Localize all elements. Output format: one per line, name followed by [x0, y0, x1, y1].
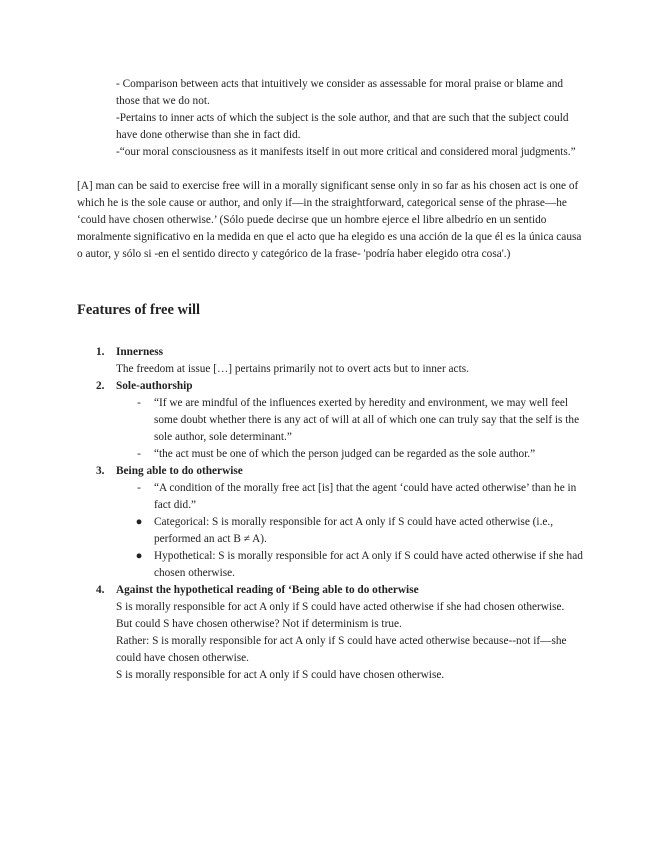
- feature-item: [96, 344, 586, 378]
- feature-item: [96, 463, 586, 582]
- sub-item-text: Categorical: S is morally responsible for act A only if S could have acted otherwise (i.e., performed an act B ≠ A).: [154, 516, 554, 545]
- sub-item: [116, 480, 586, 514]
- feature-title: Being able to do otherwise: [116, 465, 243, 477]
- dash-marker: -: [137, 448, 141, 460]
- feature-item: [96, 378, 586, 463]
- feature-number: 1.: [96, 346, 105, 358]
- sub-item: [116, 446, 586, 463]
- intro-point: -“our moral consciousness as it manifests itself in out more critical and considered moral judgments.”: [116, 146, 576, 158]
- feature-item: [96, 582, 586, 684]
- feature-title: Against the hypothetical reading of ‘Being able to do otherwise: [116, 584, 419, 596]
- feature-line: But could S have chosen otherwise? Not if determinism is true.: [116, 618, 402, 630]
- sub-item-text: Hypothetical: S is morally responsible for act A only if S could have acted otherwise if she had chosen otherwise.: [154, 550, 583, 579]
- sub-item-text: “If we are mindful of the influences exerted by heredity and environment, we may well feel some doubt whether there is any act of will at all of which one can truly say that the self is the sole author, sole determinant.”: [154, 397, 580, 443]
- section-heading: Features of free will: [77, 302, 201, 318]
- feature-title: Sole-authorship: [116, 380, 193, 392]
- intro-points: [116, 76, 586, 161]
- intro-point: - Comparison between acts that intuitively we consider as assessable for moral praise or blame and those that we do not.: [116, 78, 564, 107]
- sub-item-text: “the act must be one of which the person judged can be regarded as the sole author.”: [154, 448, 536, 460]
- sub-item: [116, 548, 586, 582]
- sub-item: [116, 514, 586, 548]
- feature-number: 4.: [96, 584, 105, 596]
- feature-number: 3.: [96, 465, 105, 477]
- feature-line: S is morally responsible for act A only if S could have chosen otherwise.: [116, 669, 445, 681]
- quote-paragraph: [A] man can be said to exercise free will in a morally significant sense only in so far as his chosen act is one of which he is the sole cause or author, and only if—in the straightforward, categorical sense of the phrase—he ‘could have chosen otherwise.’ (Sólo puede decirse que un hombre ejerce el libre albedrío en un sentido moralmente significativo en la medida en que el acto que ha elegido es una acción de la que él es la única causa o autor, y sólo si -en el sentido directo y categórico de la frase- 'podría haber elegido otra cosa'.): [77, 180, 582, 260]
- bullet-marker: ●: [135, 516, 143, 528]
- feature-line: S is morally responsible for act A only if S could have acted otherwise if she had chosen otherwise.: [116, 601, 565, 613]
- features-list: [96, 344, 586, 684]
- feature-line: Rather: S is morally responsible for act A only if S could have acted otherwise because--not if—she could have chosen otherwise.: [116, 635, 567, 664]
- feature-number: 2.: [96, 380, 105, 392]
- dash-marker: -: [137, 397, 141, 409]
- feature-line: The freedom at issue […] pertains primarily not to overt acts but to inner acts.: [116, 363, 469, 375]
- dash-marker: -: [137, 482, 141, 494]
- sub-item-text: “A condition of the morally free act [is] that the agent ‘could have acted otherwise’ than he in fact did.”: [154, 482, 577, 511]
- intro-point: -Pertains to inner acts of which the subject is the sole author, and that are such that the subject could have done otherwise than she in fact did.: [116, 112, 569, 141]
- feature-title: Innerness: [116, 346, 164, 358]
- sub-item: [116, 395, 586, 446]
- bullet-marker: ●: [135, 550, 143, 562]
